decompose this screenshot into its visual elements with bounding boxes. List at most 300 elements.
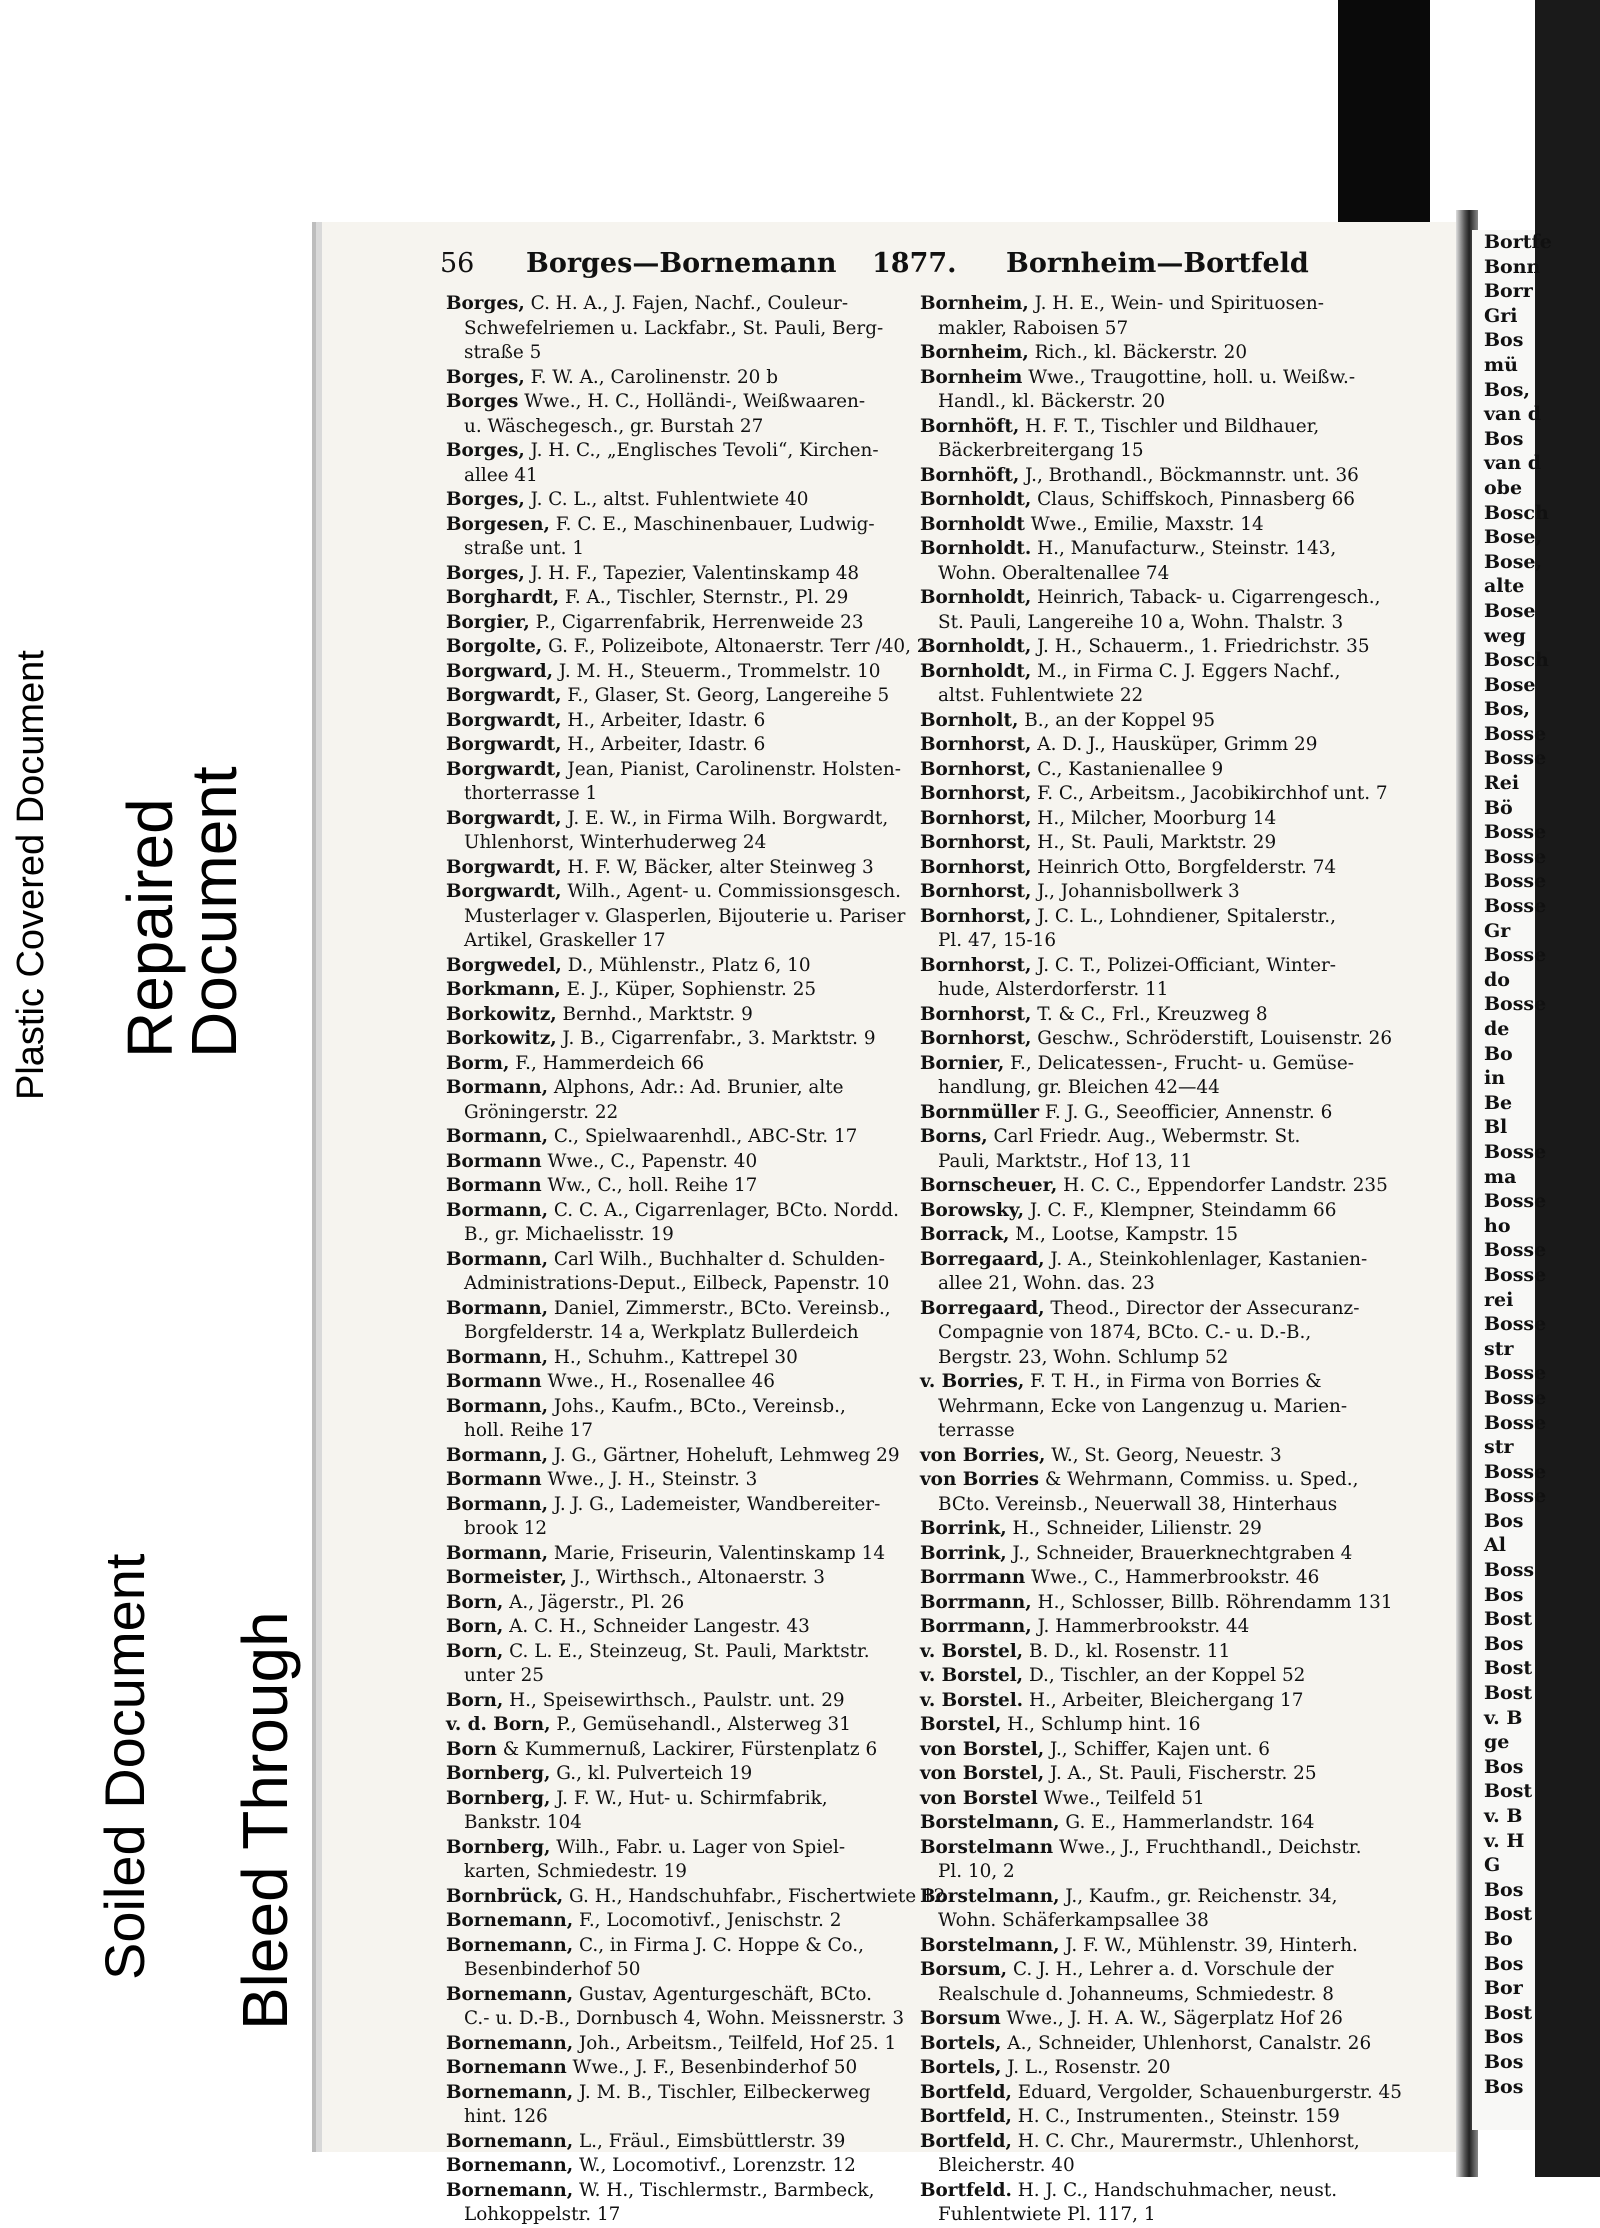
facing-page-line: Bo [1484,1927,1513,1950]
directory-entry [920,1052,1402,1101]
entry-details: J. C. L., altst. Fuhlentwiete 40 [524,489,809,510]
directory-entry [446,978,920,1003]
facing-page-line: Gr [1484,919,1511,942]
entry-details: C. H. A., J. Fajen, Nachf., Couleur- [524,293,849,314]
facing-page-line: Bos [1484,2026,1524,2049]
entry-surname: Bormann, [446,1248,549,1270]
directory-entry [920,1762,1402,1787]
entry-surname: Born, [446,1616,504,1637]
facing-page-line: Bosse [1484,1411,1547,1434]
entry-details: H. F. W, Bäcker, alter Steinweg 3 [561,856,874,878]
facing-page-line: Bos [1484,427,1524,450]
directory-entry [920,1174,1402,1199]
directory-entry [446,2179,920,2228]
entry-surname: Borsum [920,2008,1001,2029]
side-label-repaired: Repaired Document [114,766,250,1058]
entry-surname: Bornhorst, [920,954,1032,976]
entry-surname: Borghardt, [446,587,560,608]
entry-details: H., Milcher, Moorburg 14 [1031,807,1277,829]
entry-surname: Bornhöft, [920,415,1020,437]
entry-details: H. J. C., Handschuhmacher, neust. [1011,2179,1338,2201]
facing-page-line: Bor [1484,1977,1523,2000]
entry-surname: Bornemann, [446,2179,574,2201]
facing-page-line: Bosse [1484,845,1547,868]
entry-details: F., Locomotivf., Jenischstr. 2 [573,1910,842,1931]
directory-entry [920,758,1402,783]
entry-continuation: holl. Reihe 17 [464,1420,593,1441]
directory-entry [920,1958,1402,2007]
entry-surname: Bornmüller [920,1101,1040,1123]
entry-surname: von Borries, [920,1444,1046,1466]
entry-details: P., Cigarrenfabrik, Herrenweide 23 [529,611,864,633]
directory-entry [920,415,1402,464]
entry-surname: Bormann, [446,1346,549,1368]
facing-page-line: Bosse [1484,895,1547,918]
entry-continuation: Besenbinderhof 50 [464,1959,641,1980]
entry-surname: Bormann [446,1150,542,1172]
entry-surname: Borgwardt, [446,856,562,878]
entry-details: Marie, Friseurin, Valentinskamp 14 [548,1542,886,1564]
entry-continuation: Wohn. Schäferkampsallee 38 [938,1910,1209,1931]
directory-entry [920,488,1402,513]
facing-page-line: Bose [1484,673,1536,696]
directory-entry [920,660,1402,709]
entry-details: J., Johannisbollwerk 3 [1031,881,1240,902]
directory-entry [920,635,1402,660]
entry-details: J. C. L., Lohndiener, Spitalerstr., [1031,905,1336,927]
directory-entry [446,635,929,660]
facing-page-line: Rei [1484,772,1520,795]
directory-entry [446,758,920,807]
entry-surname: Borrmann, [920,1616,1032,1637]
directory-entry [446,513,920,562]
entry-details: Theod., Director der Assecuranz- [1044,1297,1360,1319]
directory-entry [920,807,1402,832]
directory-entry [446,2130,920,2155]
facing-page-line: alte [1484,575,1525,598]
facing-page-line: Bl [1484,1116,1508,1139]
facing-page-line: Bose [1484,599,1536,622]
entry-surname: Borges, [446,562,525,584]
entry-surname: Bornholdt, [920,636,1032,657]
entry-continuation: BCto. Vereinsb., Neuerwall 38, Hinterhaus [938,1493,1338,1515]
entry-surname: Bornberg, [446,1763,551,1784]
directory-entry [920,831,1402,856]
page-header [440,248,1340,278]
entry-details: Carl Friedr. Aug., Webermstr. St. [987,1126,1301,1147]
entry-surname: Bormann, [446,1297,549,1319]
entry-details: D., Tischler, an der Koppel 52 [1023,1665,1306,1686]
directory-entry [446,2154,920,2179]
facing-page-line: Bosse [1484,1190,1547,1213]
entry-details: F. T. H., in Firma von Borries & [1024,1371,1322,1392]
directory-entry [920,2179,1402,2228]
entry-details: C. L. E., Steinzeug, St. Pauli, Marktstr. [503,1640,870,1662]
directory-entry [446,1468,920,1493]
entry-surname: Bortfeld. [920,2179,1012,2201]
entry-details: F. A., Tischler, Sternstr., Pl. 29 [559,587,849,608]
entry-surname: Bornemann, [446,2081,574,2103]
entry-details: J., Wirthsch., Altonaerstr. 3 [566,1567,825,1588]
entry-surname: Bortels, [920,2057,1002,2078]
directory-entry [446,1027,920,1052]
facing-page-line: Bonn [1484,255,1541,278]
directory-entry [920,1591,1402,1616]
directory-entry [446,1076,920,1125]
entry-surname: Bornemann, [446,1934,574,1956]
entry-surname: Born, [446,1591,504,1613]
entry-surname: Bornhöft, [920,464,1020,486]
directory-entry [446,660,920,685]
entry-details: F., Glaser, St. Georg, Langereihe 5 [561,685,890,706]
entry-continuation: Uhlenhorst, Winterhuderweg 24 [464,832,767,853]
directory-entry [446,1689,920,1714]
directory-entry [446,1591,920,1616]
entry-details: Gustav, Agenturgeschäft, BCto. [573,1983,872,2005]
entry-surname: Bortfeld, [920,2130,1012,2152]
directory-entry [446,1640,920,1689]
entry-details: C., Kastanienallee 9 [1031,758,1224,780]
header-left-range: Borges—Bornemann [526,248,837,279]
facing-page-line: obe [1484,476,1523,499]
directory-entry [920,1885,1402,1934]
directory-entry [446,1150,920,1175]
entry-continuation: allee 41 [464,464,538,486]
entry-surname: Bormann, [446,1493,549,1515]
entry-details: H., Arbeiter, Idastr. 6 [561,709,766,731]
entry-details: G. H., Handschuhfabr., Fischertwiete 12 [563,1885,946,1907]
entry-details: P., Gemüsehandl., Alsterweg 31 [550,1714,851,1735]
directory-entry [446,1909,920,1934]
entry-surname: Bormann [446,1469,542,1490]
entry-details: & Kummernuß, Lackirer, Fürstenplatz 6 [496,1738,878,1760]
entry-details: Johs., Kaufm., BCto., Vereinsb., [548,1395,846,1417]
entry-continuation: Schwefelriemen u. Lackfabr., St. Pauli, Berg- [464,317,884,339]
entry-surname: Bormann, [446,1542,549,1564]
entry-details: E. J., Küper, Sophienstr. 25 [560,979,817,1000]
entry-details: G., kl. Pulverteich 19 [550,1763,753,1784]
directory-entry [920,1787,1402,1812]
entry-surname: von Borstel, [920,1763,1045,1784]
directory-entry [920,1934,1402,1959]
entry-surname: Bornhorst, [920,881,1032,902]
entry-continuation: Bergstr. 23, Wohn. Schlump 52 [938,1346,1229,1368]
facing-page-line: G [1484,1854,1501,1877]
directory-entry [446,684,920,709]
entry-details: Wwe., H. C., Holländi-, Weißwaaren- [518,391,866,412]
directory-entry [446,1444,920,1469]
directory-entry [446,1787,920,1836]
entry-details: J., Schiffer, Kajen unt. 6 [1044,1738,1270,1760]
entry-surname: Born [446,1738,497,1760]
entry-continuation: Fuhlentwiete Pl. 117, 1 [938,2204,1156,2225]
facing-page-line: Bost [1484,1682,1533,1705]
facing-page-line: Borr [1484,280,1533,303]
directory-entry [920,2032,1402,2057]
entry-surname: Borgolte, [446,636,543,657]
entry-continuation: B., gr. Michaelisstr. 19 [464,1224,674,1245]
side-label-soiled: Soiled Document [93,1553,156,1980]
entry-surname: Born, [446,1640,504,1662]
directory-entry [446,439,920,488]
facing-page-line: Bos [1484,1632,1524,1655]
entry-details: J. M. H., Steuerm., Trommelstr. 10 [553,660,881,682]
entry-surname: v. d. Born, [446,1714,551,1735]
facing-page-line: Bosse [1484,722,1547,745]
entry-surname: v. Borries, [920,1371,1025,1392]
entry-continuation: straße unt. 1 [464,538,585,559]
entry-surname: Borges [446,391,519,412]
entry-continuation: unter 25 [464,1665,545,1686]
entry-continuation: C.- u. D.-B., Dornbusch 4, Wohn. Meissnerstr. 3 [464,2008,905,2029]
directory-entry [920,2081,1402,2106]
entry-details: F., Hammerdeich 66 [509,1052,705,1074]
facing-page-line: Bos [1484,1583,1524,1606]
directory-entry [920,709,1402,734]
entry-details: H. C., Instrumenten., Steinstr. 159 [1011,2106,1340,2127]
entry-continuation: Musterlager v. Glasperlen, Bijouterie u. Pariser [464,905,906,927]
entry-details: Heinrich Otto, Borgfelderstr. 74 [1031,856,1337,878]
entry-details: F. C., Arbeitsm., Jacobikirchhof unt. 7 [1031,783,1388,804]
directory-entry [446,1542,920,1567]
entry-surname: Borowsky, [920,1199,1025,1221]
entry-surname: Borrack, [920,1224,1010,1245]
facing-page-line: Bos [1484,1952,1524,1975]
entry-continuation: Artikel, Graskeller 17 [464,930,666,951]
entry-details: M., in Firma C. J. Eggers Nachf., [1031,660,1341,682]
entry-surname: v. Borstel. [920,1689,1024,1711]
directory-entry [920,513,1402,538]
entry-surname: Bornhorst, [920,856,1032,878]
directory-entry [920,733,1402,758]
entry-details: H., Schuhm., Kattrepel 30 [548,1346,798,1368]
entry-details: Wwe., J. F., Besenbinderhof 50 [566,2057,858,2078]
entry-details: M., Lootse, Kampstr. 15 [1009,1224,1239,1245]
directory-entry [446,1199,920,1248]
facing-page-line: Bost [1484,2001,1533,2024]
directory-entry [920,1689,1402,1714]
entry-surname: Bornhorst, [920,1003,1032,1025]
entry-surname: Bornscheuer, [920,1175,1058,1196]
facing-page-line: Bos [1484,1755,1524,1778]
entry-details: Wwe., J. H., Steinstr. 3 [541,1469,758,1490]
entry-details: J. G., Gärtner, Hoheluft, Lehmweg 29 [548,1444,900,1466]
directory-entry [446,1052,920,1077]
entry-continuation: altst. Fuhlentwiete 22 [938,685,1144,706]
entry-continuation: Compagnie von 1874, BCto. C.- u. D.-B., [938,1322,1312,1343]
directory-entry [920,880,1402,905]
entry-surname: Bornemann, [446,2155,574,2176]
entry-details: Jean, Pianist, Carolinenstr. Holsten- [561,758,901,780]
entry-continuation: hude, Alsterdorferstr. 11 [938,979,1169,1000]
directory-entry [920,1248,1402,1297]
facing-page-line: Boss [1484,1559,1535,1582]
entry-surname: Bormann [446,1371,542,1392]
facing-page-line: Bo [1484,1042,1513,1065]
directory-entry [446,880,920,954]
entry-surname: Borges, [446,366,525,388]
directory-entry [920,782,1402,807]
facing-page-line: Bose, [1484,526,1543,549]
directory-entry [446,1934,920,1983]
entry-details: A. C. H., Schneider Langestr. 43 [503,1616,810,1637]
entry-details: J. M. B., Tischler, Eilbeckerweg [573,2081,871,2103]
directory-entry [920,1566,1402,1591]
entry-surname: Borsum, [920,1959,1008,1980]
entry-details: Wwe., Emilie, Maxstr. 14 [1024,513,1264,535]
directory-entry [920,1101,1402,1126]
entry-surname: Bortfeld, [920,2106,1012,2127]
entry-surname: Borstelmann, [920,1934,1060,1956]
entry-details: Alphons, Adr.: Ad. Brunier, alte [548,1077,844,1098]
facing-page-line: str [1484,1436,1514,1459]
directory-entry [446,1125,920,1150]
directory-entry [920,1615,1402,1640]
entry-surname: Bortels, [920,2032,1002,2054]
entry-surname: Bormeister, [446,1567,567,1588]
facing-page-line: van d [1484,403,1542,426]
entry-continuation: karten, Schmiedestr. 19 [464,1861,688,1882]
side-label-plastic: Plastic Covered Document [10,650,52,1100]
entry-details: J. H., Schauerm., 1. Friedrichstr. 35 [1031,636,1370,657]
directory-entry [446,1297,920,1346]
directory-entry [446,1370,920,1395]
entry-details: C. J. H., Lehrer a. d. Vorschule der [1007,1959,1334,1980]
entry-details: J. F. W., Hut- u. Schirmfabrik, [550,1787,828,1809]
facing-page-line: v. B [1484,1805,1523,1827]
entry-details: H., Arbeiter, Bleichergang 17 [1023,1689,1304,1711]
facing-page-line: Bosch [1484,501,1549,524]
directory-entry [920,954,1402,1003]
entry-details: Wilh., Fabr. u. Lager von Spiel- [550,1836,846,1858]
entry-surname: Bornemann, [446,1910,574,1931]
entry-details: Wwe., J., Fruchthandl., Deichstr. [1053,1836,1362,1858]
directory-entry [446,856,920,881]
entry-surname: Bormann, [446,1395,549,1417]
entry-surname: Borgwardt, [446,709,562,731]
facing-page-line: ho [1484,1214,1511,1237]
entry-surname: Borgwardt, [446,758,562,780]
entry-details: A., Jägerstr., Pl. 26 [503,1591,685,1613]
entry-details: F. W. A., Carolinenstr. 20 b [524,366,779,388]
directory-entry [920,586,1402,635]
scanner-shadow-right [1535,0,1600,2177]
entry-surname: Bormann, [446,1444,549,1466]
entry-surname: Bornbrück, [446,1885,564,1907]
scanner-shadow-top [1338,0,1430,230]
directory-entry [446,733,920,758]
entry-surname: Bornholdt, [920,660,1032,682]
entry-details: H., Speisewirthsch., Paulstr. unt. 29 [503,1689,845,1711]
entry-details: J. C. T., Polizei-Officiant, Winter- [1031,954,1336,976]
directory-entry [920,1297,1402,1371]
directory-entry [446,1713,920,1738]
directory-entry [920,1027,1402,1052]
entry-details: Wwe., Traugottine, holl. u. Weißw.- [1022,366,1356,388]
facing-page-line: Bost [1484,1608,1533,1631]
entry-surname: Bornholdt [920,513,1025,535]
entry-continuation: Wehrmann, Ecke von Langenzug u. Marien- [938,1395,1348,1417]
facing-page-line: in [1484,1067,1506,1090]
directory-entry [446,292,920,366]
directory-entry [920,1370,1402,1444]
entry-details: H. F. T., Tischler und Bildhauer, [1019,415,1320,437]
right-column [920,292,1402,2228]
directory-entry [446,954,920,979]
entry-continuation: Pauli, Marktstr., Hof 13, 11 [938,1150,1193,1172]
facing-page-line: Bosse [1484,1460,1547,1483]
entry-details: H., St. Pauli, Marktstr. 29 [1031,832,1277,853]
directory-entry [446,2056,920,2081]
directory-entry [446,1248,920,1297]
entry-details: J., Brothandl., Böckmannstr. unt. 36 [1019,464,1359,486]
entry-surname: Bornheim, [920,293,1029,314]
facing-page-line: Bosse [1484,1263,1547,1286]
entry-surname: von Borstel, [920,1738,1045,1760]
entry-surname: v. Borstel, [920,1640,1024,1662]
entry-details: D., Mühlenstr., Platz 6, 10 [561,954,811,976]
directory-entry [920,1468,1402,1517]
entry-surname: Bornberg, [446,1836,551,1858]
entry-continuation: Borgfelderstr. 14 a, Werkplatz Bullerdeich [464,1322,859,1343]
directory-entry [920,1713,1402,1738]
entry-details: J., Kaufm., gr. Reichenstr. 34, [1059,1885,1338,1907]
directory-entry [446,1762,920,1787]
entry-details: J. H. F., Tapezier, Valentinskamp 48 [524,562,860,584]
entry-continuation: Bäckerbreitergang 15 [938,440,1144,461]
entry-surname: Bornemann, [446,2130,574,2152]
directory-entry [446,562,920,587]
entry-continuation: Gröningerstr. 22 [464,1101,619,1123]
entry-continuation: Handl., kl. Bäckerstr. 20 [938,391,1166,412]
page-number: 56 [440,248,475,279]
directory-entry [920,1640,1402,1665]
directory-entry [920,537,1402,586]
directory-entry [920,1836,1402,1885]
directory-entry [446,1836,920,1885]
entry-surname: Bornheim, [920,342,1029,363]
directory-entry [446,1395,920,1444]
directory-entry [446,488,920,513]
entry-surname: Borstelmann [920,1836,1054,1858]
entry-surname: Bornhorst, [920,905,1032,927]
facing-page-line: Bose, [1484,550,1543,573]
entry-continuation: Wohn. Oberaltenallee 74 [938,562,1170,584]
header-year: 1877. [872,248,957,279]
entry-details: G. E., Hammerlandstr. 164 [1059,1812,1315,1833]
entry-details: F., Delicatessen-, Frucht- u. Gemüse- [1004,1052,1354,1074]
directory-entry [920,2056,1402,2081]
directory-entry [920,1811,1402,1836]
directory-entry [446,1003,920,1028]
facing-page-line: mü [1484,353,1518,376]
entry-surname: Borgesen, [446,513,550,535]
entry-continuation: Pl. 10, 2 [938,1861,1015,1882]
facing-page-line: Bost [1484,1657,1533,1680]
entry-details: F. C. E., Maschinenbauer, Ludwig- [549,513,875,535]
entry-surname: Borkowitz, [446,1028,557,1049]
entry-details: B., an der Koppel 95 [1018,709,1216,731]
facing-page-line: Bos [1484,2050,1524,2073]
directory-entry [446,1615,920,1640]
entry-continuation: St. Pauli, Langereihe 10 a, Wohn. Thalstr. 3 [938,611,1344,633]
entry-surname: Bornhorst, [920,1028,1032,1049]
facing-page-line: Bosse [1484,747,1547,770]
directory-entry [446,807,920,856]
directory-entry [920,292,1402,341]
entry-details: H. C. Chr., Maurermstr., Uhlenhorst, [1011,2130,1360,2152]
entry-details: G. F., Polizeibote, Altonaerstr. Terr /40, 2 [542,636,929,657]
